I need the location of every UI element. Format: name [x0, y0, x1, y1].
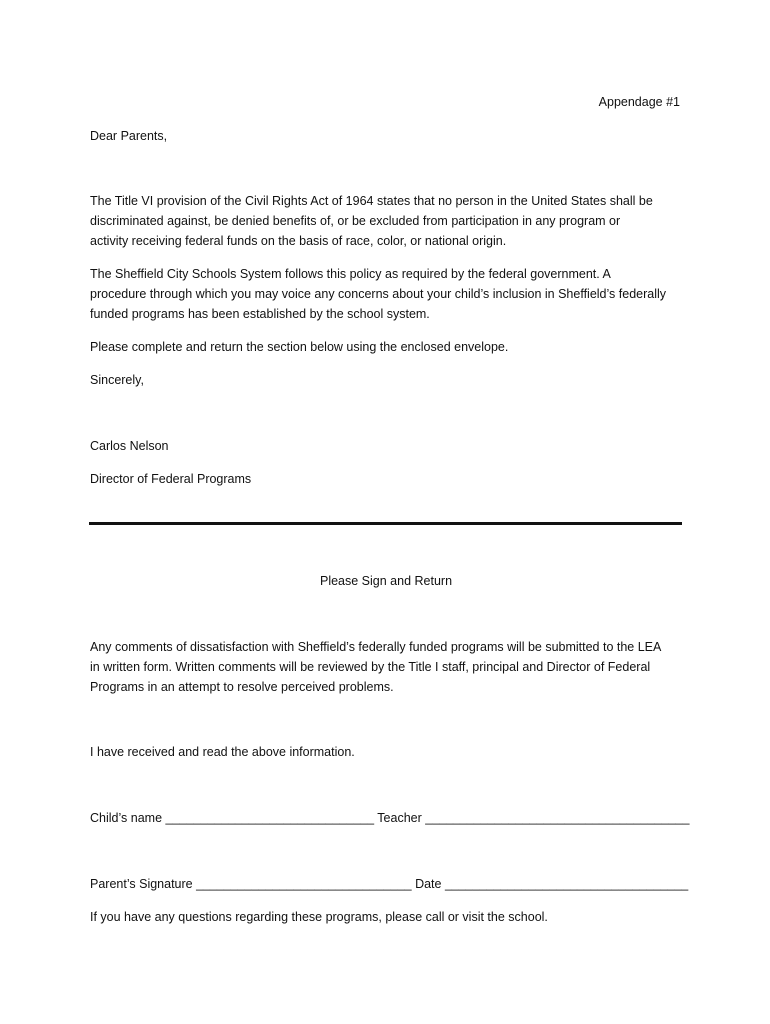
footer-note: If you have any questions regarding these programs, please call or visit the school.: [90, 910, 548, 924]
paragraph-line: Programs in an attempt to resolve perceived problems.: [90, 680, 394, 694]
paragraph-line: funded programs has been established by the school system.: [90, 307, 430, 321]
paragraph-line: The Title VI provision of the Civil Rights Act of 1964 states that no person in the United States shall be: [90, 194, 653, 208]
paragraph-dissatisfaction: [90, 637, 686, 697]
paragraph-line: Any comments of dissatisfaction with Sheffield’s federally funded programs will be submitted to the LEA: [90, 640, 662, 654]
paragraph-title-vi: [90, 191, 686, 251]
paragraph-line: The Sheffield City Schools System follows this policy as required by the federal government. A: [90, 267, 611, 281]
signer-title: Director of Federal Programs: [90, 472, 252, 486]
child-teacher-fields[interactable]: Child’s name ______________________________ Teacher ______________________________________: [90, 811, 690, 825]
acknowledgement: I have received and read the above information.: [90, 745, 355, 759]
closing: Sincerely,: [90, 373, 144, 387]
signature-date-fields[interactable]: Parent’s Signature _______________________________ Date ___________________________________: [90, 877, 689, 891]
paragraph-line: in written form. Written comments will be reviewed by the Title I staff, principal and Director of Federal: [90, 660, 651, 674]
salutation: Dear Parents,: [90, 129, 168, 143]
paragraph-line: discriminated against, be denied benefits of, or be excluded from participation in any program or: [90, 214, 621, 228]
return-section-heading: Please Sign and Return: [319, 574, 453, 588]
paragraph-line: activity receiving federal funds on the basis of race, color, or national origin.: [90, 234, 507, 248]
paragraph-sheffield-policy: [90, 264, 686, 324]
section-divider: [89, 522, 682, 525]
paragraph-line: procedure through which you may voice any concerns about your child’s inclusion in Sheffield’s federally: [90, 287, 667, 301]
paragraph-return-instructions: Please complete and return the section below using the enclosed envelope.: [90, 340, 509, 354]
signer-name: Carlos Nelson: [90, 439, 169, 453]
appendage-label: Appendage #1: [598, 95, 680, 109]
